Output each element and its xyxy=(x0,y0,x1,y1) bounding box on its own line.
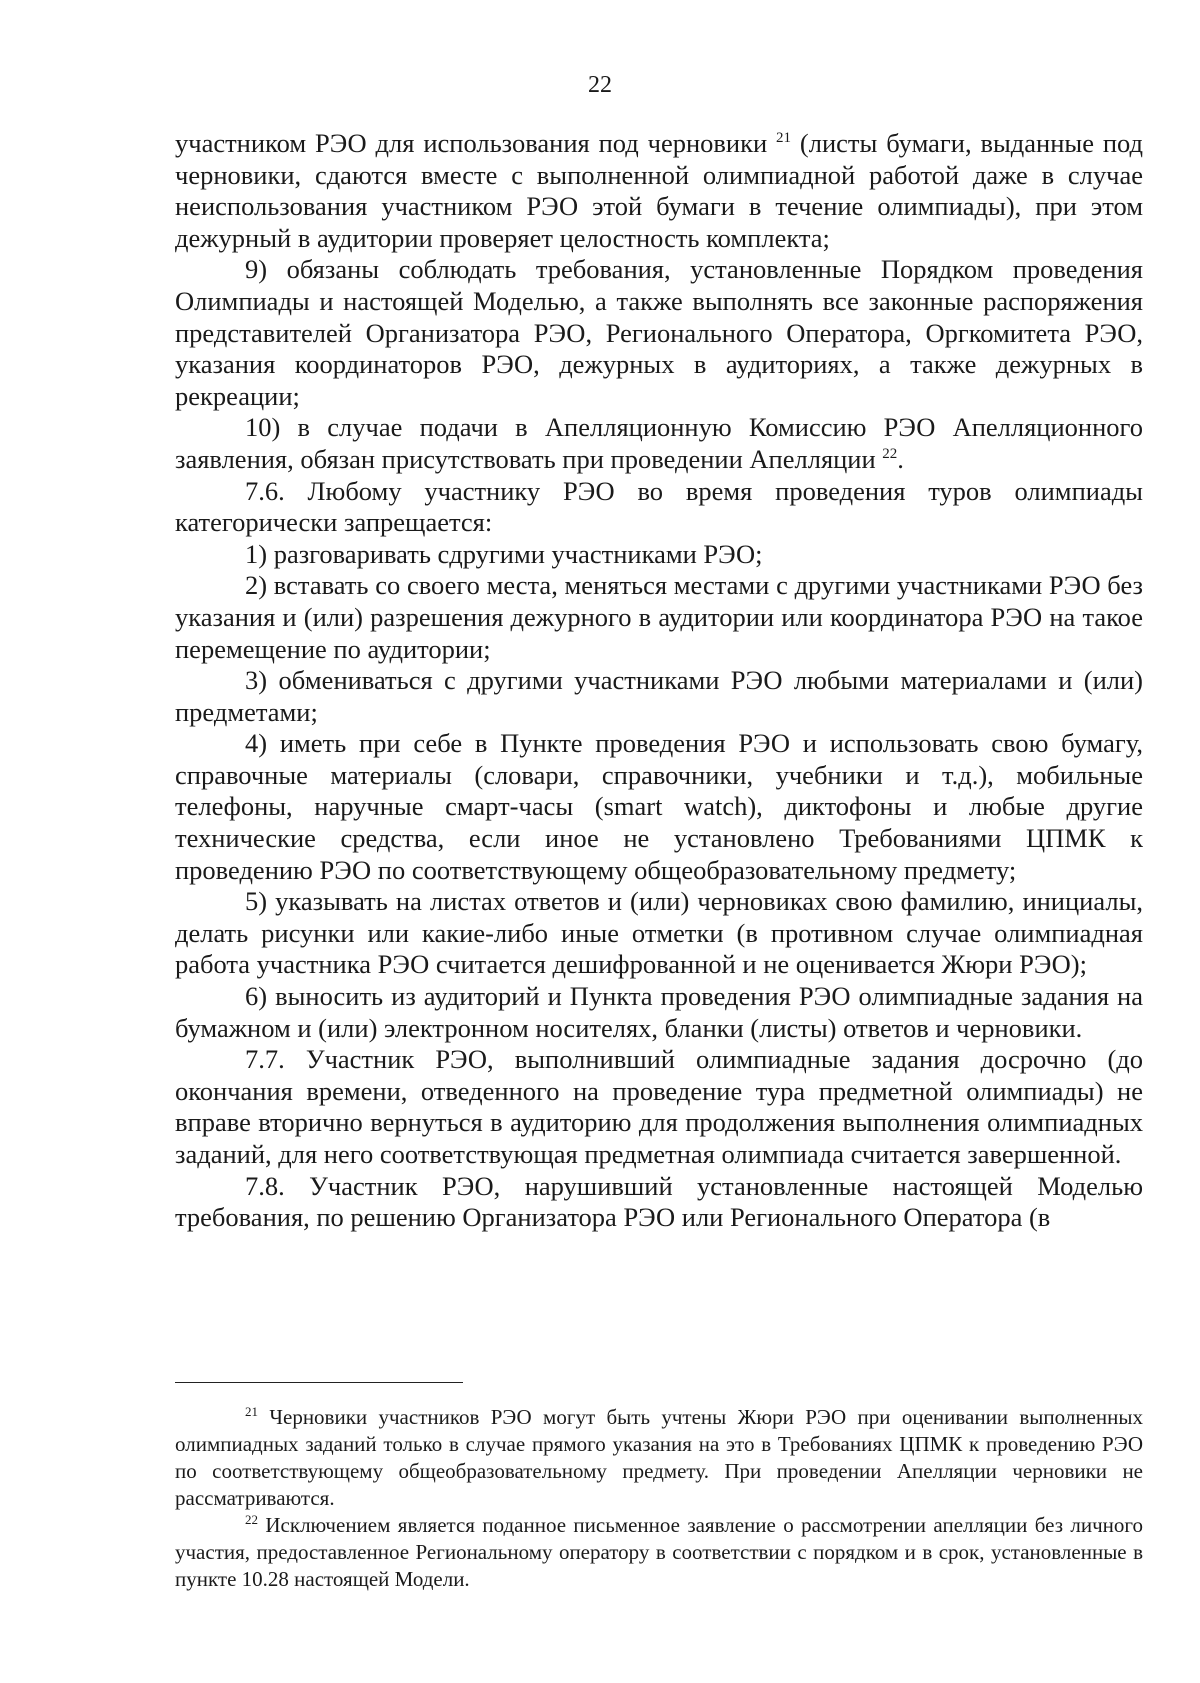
paragraph: 3) обмениваться с другими участниками РЭО любыми материалами и (или) предметами; xyxy=(175,665,1143,727)
paragraph: 9) обязаны соблюдать требования, установленные Порядком проведения Олимпиады и настоящей Моделью, а также выполнять все законные распоряжения представителей Организатора РЭО, Регионального Оператора, Оргкомитета РЭО, указания координаторов РЭО, дежурных в аудиториях, а также дежурных в рекреации; xyxy=(175,254,1143,411)
paragraph: 10) в случае подачи в Апелляционную Комиссию РЭО Апелляционного заявления, обязан присутствовать при проведении Апелляции $^{22}$. xyxy=(175,412,1143,474)
footnote-ref: 21 xyxy=(776,130,792,147)
page-number: 22 xyxy=(588,72,612,98)
paragraph: 4) иметь при себе в Пункте проведения РЭО и использовать свою бумагу, справочные материалы (словари, справочники, учебники и т.д.), мобильные телефоны, наручные смарт-часы (smart watch), диктофоны и любые другие технические средства, если иное не установлено Требованиями ЦПМК к проведению РЭО по соответствующему общеобразовательному предмету; xyxy=(175,728,1143,885)
footnote-divider xyxy=(175,1382,463,1383)
paragraph: 7.6. Любому участнику РЭО во время проведения туров олимпиады категорически запрещается: xyxy=(175,475,1143,538)
body-text xyxy=(175,128,1143,1234)
footnotes xyxy=(175,1404,1143,1593)
paragraph: 7.7. Участник РЭО, выполнивший олимпиадные задания досрочно (до окончания времени, отведенного на проведение тура предметной олимпиады) не вправе вторично вернуться в аудиторию для продолжения выполнения олимпиадных заданий, для него соответствующая предметная олимпиада считается завершенной. xyxy=(175,1044,1143,1169)
paragraph: 2) вставать со своего места, меняться местами с другими участниками РЭО без указания и (или) разрешения дежурного в аудитории или координатора РЭО на такое перемещение по аудитории; xyxy=(175,570,1143,664)
paragraph: 5) указывать на листах ответов и (или) черновиках свою фамилию, инициалы, делать рисунки или какие-либо иные отметки (в противном случае олимпиадная работа участника РЭО считается дешифрованной и не оценивается Жюри РЭО); xyxy=(175,886,1143,980)
paragraph: участником РЭО для использования под черновики $^{21}$ (листы бумаги, выданные под черновики, сдаются вместе с выполненной олимпиадной работой даже в случае неиспользования участником РЭО этой бумаги в течение олимпиады), при этом дежурный в аудитории проверяет целостность комплекта; xyxy=(175,128,1144,253)
paragraph: 6) выносить из аудиторий и Пункта проведения РЭО олимпиадные задания на бумажном и (или) электронном носителях, бланки (листы) ответов и черновики. xyxy=(175,981,1143,1043)
footnote-ref: 22 xyxy=(882,446,898,463)
paragraph: 7.8. Участник РЭО, нарушивший установленные настоящей Моделью требования, по решению Организатора РЭО или Регионального Оператора (в xyxy=(175,1170,1143,1233)
footnote-mark: 21 xyxy=(245,1404,258,1419)
paragraph: 1) разговаривать сдругими участниками РЭО; xyxy=(245,538,763,569)
footnote: $^{21}$ Черновики участников РЭО могут быть учтены Жюри РЭО при оценивании выполненных олимпиадных заданий только в случае прямого указания на это в Требованиях ЦПМК к проведению РЭО по соответствующему общеобразовательному предмету. При проведении Апелляции черновики не рассматриваются. xyxy=(175,1404,1143,1510)
footnote-mark: 22 xyxy=(245,1512,258,1527)
footnote: $^{22}$ Исключением является поданное письменное заявление о рассмотрении апелляции без личного участия, предоставленное Региональному оператору в соответствии с порядком и в срок, установленные в пункте 10.28 настоящей Модели. xyxy=(175,1512,1143,1591)
